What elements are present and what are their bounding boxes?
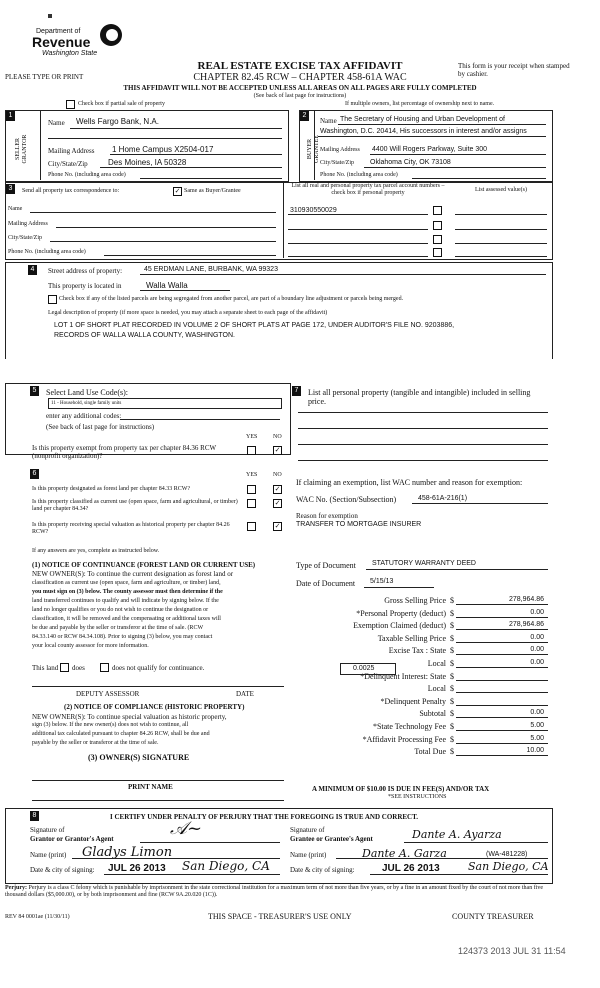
dollar-sign: $ bbox=[450, 672, 454, 681]
notice1-line: NEW OWNER(S): To continue the current designation as forest land or bbox=[32, 570, 234, 578]
exempt-yes-checkbox[interactable] bbox=[247, 446, 256, 455]
assessed-header: List assessed value(s) bbox=[475, 187, 527, 193]
tax-row-label: *State Technology Fee bbox=[372, 722, 446, 731]
perjury-text: Perjury is a class C felony which is punishable by imprisonment in the state correctional institution for a maximum term of not more than five years, or by a fine in an amount fixed by the court of not more than five thousand dollars ($5,000.00), or by both imprisonment and fine (RCW 9A.20.020 (1C)). bbox=[5, 885, 544, 898]
grantor-date-label: Date & city of signing: bbox=[30, 866, 95, 874]
dollar-sign: $ bbox=[450, 646, 454, 655]
tax-row-label: Excise Tax : State bbox=[388, 646, 446, 655]
located-county[interactable]: Walla Walla bbox=[146, 281, 188, 290]
date-label: DATE bbox=[236, 690, 254, 698]
dollar-sign: $ bbox=[450, 634, 454, 643]
located-label: This property is located in bbox=[48, 282, 122, 290]
scan-mark bbox=[48, 14, 52, 18]
same-as-buyer-label: Same as Buyer/Grantee bbox=[184, 188, 241, 194]
land-use-code-value: 11 - Household, single family units bbox=[51, 401, 122, 406]
see-back: (See back of last page for instructions) bbox=[253, 93, 347, 99]
dept-line2: Revenue bbox=[32, 34, 91, 50]
parcel-number[interactable]: 310930550029 bbox=[290, 207, 337, 214]
historic-no-checkbox[interactable]: ✓ bbox=[274, 522, 281, 530]
dollar-sign: $ bbox=[450, 697, 454, 706]
print-name-label: PRINT NAME bbox=[128, 783, 173, 791]
parcel-list-header: List all real and personal property tax parcel account numbers – check box if personal property bbox=[291, 183, 445, 196]
tax-row-label: Total Due bbox=[414, 747, 446, 756]
reason-value[interactable]: TRANSFER TO MORTGAGE INSURER bbox=[296, 521, 422, 528]
wac-label: WAC No. (Section/Subsection) bbox=[296, 495, 397, 504]
street-address[interactable]: 45 ERDMAN LANE, BURBANK, WA 99323 bbox=[144, 266, 278, 273]
buyer-name-line1[interactable]: The Secretary of Housing and Urban Development of bbox=[340, 116, 505, 123]
tax-row-value[interactable]: 0.00 bbox=[530, 609, 544, 616]
receipt-note: This form is your receipt when stamped by cashier. bbox=[458, 62, 570, 78]
grantee-signature[interactable]: Dante A. Ayarza bbox=[412, 828, 502, 841]
partial-sale-label: Check box if partial sale of property bbox=[78, 101, 165, 107]
local-rate: 0.0025 bbox=[353, 665, 375, 672]
tax-row-value[interactable]: 0.00 bbox=[530, 659, 544, 666]
send-correspondence-label: Send all property tax correspondence to: bbox=[22, 188, 120, 194]
dollar-sign: $ bbox=[450, 659, 454, 668]
buyer-side-label: BUYER GRANTEE bbox=[307, 135, 320, 163]
dollar-sign: $ bbox=[450, 596, 454, 605]
street-label: Street address of property: bbox=[48, 267, 123, 275]
tax-row-value[interactable]: 10.00 bbox=[526, 747, 544, 754]
s3-name-label: Name bbox=[8, 206, 23, 212]
s6-no: NO bbox=[273, 472, 282, 478]
list-personal-property: List all personal property (tangible and intangible) included in selling price. bbox=[308, 388, 531, 406]
land-label: This land bbox=[32, 664, 59, 672]
notice1-line: classification as current use (open space, farm and agriculture, or timber) land, bbox=[32, 580, 221, 586]
exempt-question: Is this property exempt from property tax per chapter 84.36 RCW (nonprofit organization)? bbox=[32, 444, 216, 460]
additional-codes-label: enter any additional codes: bbox=[46, 412, 122, 420]
grantee-sig-label1: Signature of bbox=[290, 826, 325, 834]
seller-city[interactable]: Des Moines, IA 50328 bbox=[108, 158, 187, 167]
tax-row-label: Gross Selling Price bbox=[384, 596, 446, 605]
grantor-sig-label1: Signature of bbox=[30, 826, 65, 834]
buyer-name-line2[interactable]: Washington, D.C. 20414, His successors in interest and/or assigns bbox=[320, 128, 527, 135]
current-use-yes-checkbox[interactable] bbox=[247, 499, 256, 508]
please-type: PLEASE TYPE OR PRINT bbox=[5, 73, 84, 81]
tax-row-value[interactable]: 0.00 bbox=[530, 634, 544, 641]
tax-row-value[interactable]: 5.00 bbox=[530, 735, 544, 742]
notice2-line: payable by the seller or transferor at the time of sale. bbox=[32, 740, 159, 746]
land-does-not-label: does not qualify for continuance. bbox=[112, 664, 205, 672]
s5-no: NO bbox=[273, 434, 282, 440]
s3-phone-label: Phone No. (including area code) bbox=[8, 249, 86, 255]
wac-number[interactable]: 458-61A-216(1) bbox=[418, 495, 468, 502]
seller-phone-label: Phone No. (including area code) bbox=[48, 172, 126, 178]
grantor-name-label: Name (print) bbox=[30, 851, 67, 859]
grantee-date[interactable]: JUL 26 2013 bbox=[382, 863, 440, 874]
dollar-sign: $ bbox=[450, 609, 454, 618]
local-rate-box[interactable] bbox=[340, 663, 396, 675]
tax-row-label: *Delinquent Interest: State bbox=[360, 672, 446, 681]
if-yes-note: If any answers are yes, complete as instructed below. bbox=[32, 548, 160, 554]
grantee-date-label: Date & city of signing: bbox=[290, 866, 355, 874]
doc-date[interactable]: 5/15/13 bbox=[370, 578, 394, 585]
s5-see-back: (See back of last page for instructions) bbox=[46, 423, 155, 431]
select-land-use-label: Select Land Use Code(s): bbox=[46, 388, 128, 397]
grantor-name[interactable]: Gladys Limon bbox=[82, 845, 173, 860]
multiple-owners-note: If multiple owners, list percentage of ownership next to name. bbox=[345, 101, 495, 107]
notice1-line: be due and payable by the seller or transferor at the time of sale. (RCW bbox=[32, 625, 204, 631]
tax-row-value[interactable]: 278,964.86 bbox=[508, 596, 544, 603]
segregated-checkbox[interactable] bbox=[48, 295, 57, 304]
exemption-question: If claiming an exemption, list WAC number and reason for exemption: bbox=[296, 478, 523, 487]
notice1-line: classification, it will be removed and the compensating or additional taxes will bbox=[32, 616, 221, 622]
tax-row-value[interactable]: 278,964.86 bbox=[508, 621, 544, 628]
tax-row-label: Exemption Claimed (deduct) bbox=[353, 621, 446, 630]
tax-row-value[interactable]: 0.00 bbox=[530, 709, 544, 716]
notice1-line: you must sign on (3) below. The county assessor must then determine if the bbox=[32, 589, 223, 595]
revenue-logo bbox=[32, 24, 122, 64]
deputy-assessor-label: DEPUTY ASSESSOR bbox=[76, 690, 140, 698]
recording-stamp: 124373 2013 JUL 31 11:54 bbox=[458, 946, 566, 956]
county-treasurer: COUNTY TREASURER bbox=[452, 912, 534, 921]
legal-line2[interactable]: RECORDS OF WALLA WALLA COUNTY, WASHINGTON. bbox=[54, 332, 235, 339]
certify-statement: I CERTIFY UNDER PENALTY OF PERJURY THAT THE FOREGOING IS TRUE AND CORRECT. bbox=[110, 813, 419, 821]
buyer-city[interactable]: Oklahoma City, OK 73108 bbox=[370, 159, 451, 166]
s5-yes: YES bbox=[246, 434, 258, 440]
seller-name-label: Name bbox=[48, 119, 65, 127]
legal-line1[interactable]: LOT 1 OF SHORT PLAT RECORDED IN VOLUME 2 OF SHORT PLATS AT PAGE 172, UNDER AUDITOR'S FILE NO. 9203886, bbox=[54, 322, 455, 329]
grantor-date[interactable]: JUL 26 2013 bbox=[108, 863, 166, 874]
forest-yes-checkbox[interactable] bbox=[247, 485, 256, 494]
historic-yes-checkbox[interactable] bbox=[247, 522, 256, 531]
notice2-line: sign (3) below. If the new owner(s) does not wish to continue, all bbox=[32, 722, 189, 728]
treasurer-space: THIS SPACE - TREASURER'S USE ONLY bbox=[208, 912, 352, 921]
buyer-city-label: City/State/Zip bbox=[320, 160, 354, 166]
forest-no-checkbox[interactable]: ✓ bbox=[274, 485, 281, 493]
dollar-sign: $ bbox=[450, 747, 454, 756]
s6-yes: YES bbox=[246, 472, 258, 478]
form-warning: THIS AFFIDAVIT WILL NOT BE ACCEPTED UNLESS ALL AREAS ON ALL PAGES ARE FULLY COMPLETED bbox=[123, 84, 477, 92]
seller-city-label: City/State/Zip bbox=[48, 160, 88, 168]
land-does-checkbox[interactable] bbox=[60, 663, 69, 672]
land-does-label: does bbox=[72, 664, 85, 672]
doc-type[interactable]: STATUTORY WARRANTY DEED bbox=[372, 560, 476, 567]
segregated-label: Check box if any of the listed parcels are being segregated from another parcel, are part of a boundary line adjustment or parcels being merged. bbox=[59, 296, 404, 302]
notice2-line: additional tax calculated pursuant to chapter 84.26 RCW, shall be due and bbox=[32, 731, 210, 737]
dept-line1: Department of bbox=[36, 28, 81, 35]
notice1-line: your local county assessor for more information. bbox=[32, 643, 149, 649]
minimum-due: A MINIMUM OF $10.00 IS DUE IN FEE(S) AND/OR TAX bbox=[312, 785, 490, 793]
seller-mailing[interactable]: 1 Home Campus X2504-017 bbox=[112, 145, 214, 154]
exempt-no-checkbox[interactable]: ✓ bbox=[274, 446, 281, 454]
notice1-line: land no longer qualifies or you do not wish to continue the designation or bbox=[32, 607, 209, 613]
notice2-title: (2) NOTICE OF COMPLIANCE (HISTORIC PROPERTY) bbox=[64, 703, 245, 711]
parcel-personal-checkbox-3[interactable] bbox=[433, 235, 442, 244]
tax-row-label: Local bbox=[427, 659, 446, 668]
historic-question: Is this property receiving special valuation as historical property per chapter 84.26 RCW? bbox=[32, 522, 230, 535]
grantee-city[interactable]: San Diego, CA bbox=[468, 860, 549, 873]
tax-row-label: *Personal Property (deduct) bbox=[356, 609, 446, 618]
land-does-not-checkbox[interactable] bbox=[100, 663, 109, 672]
tax-row-label: *Affidavit Processing Fee bbox=[362, 735, 446, 744]
buyer-mailing-label: Mailing Address bbox=[320, 147, 360, 153]
tax-row-label: Subtotal bbox=[419, 709, 446, 718]
grantee-name-label: Name (print) bbox=[290, 851, 327, 859]
grantor-city[interactable]: San Diego, CA bbox=[182, 859, 270, 873]
dollar-sign: $ bbox=[450, 621, 454, 630]
seller-mailing-label: Mailing Address bbox=[48, 147, 95, 155]
parcel-personal-checkbox-2[interactable] bbox=[433, 221, 442, 230]
current-use-question: Is this property classified as current use (open space, farm and agricultural, or timber) land per chapter 84.34? bbox=[32, 499, 238, 512]
perjury-bold: Perjury: bbox=[5, 885, 27, 891]
notice1-line: 84.33.140 or RCW 84.34.108). Prior to signing (3) below, you may contact bbox=[32, 634, 213, 640]
perjury-notice bbox=[5, 885, 565, 899]
rev-number: REV 84 0001ae (11/30/11) bbox=[5, 914, 70, 920]
dollar-sign: $ bbox=[450, 684, 454, 693]
current-use-no-checkbox[interactable]: ✓ bbox=[274, 499, 281, 507]
grantee-name[interactable]: Dante A. Garza bbox=[362, 847, 447, 860]
seller-name[interactable]: Wells Fargo Bank, N.A. bbox=[76, 117, 159, 126]
parcel-personal-checkbox-4[interactable] bbox=[433, 248, 442, 257]
tax-row-label: Local bbox=[427, 684, 446, 693]
same-as-buyer-checkbox[interactable]: ✓ bbox=[174, 187, 181, 195]
seller-side-label: SELLER GRANTOR bbox=[15, 134, 28, 164]
doc-type-label: Type of Document bbox=[296, 561, 356, 570]
owner-signature-label: (3) OWNER(S) SIGNATURE bbox=[88, 753, 190, 762]
tax-row-value[interactable]: 0.00 bbox=[530, 646, 544, 653]
s3-city-label: City/State/Zip bbox=[8, 235, 42, 241]
dollar-sign: $ bbox=[450, 722, 454, 731]
buyer-phone-label: Phone No. (including area code) bbox=[320, 172, 398, 178]
tax-row-label: Taxable Selling Price bbox=[377, 634, 446, 643]
see-instructions: *SEE INSTRUCTIONS bbox=[388, 794, 447, 800]
grantee-sig-label2: Grantee or Grantee's Agent bbox=[290, 835, 373, 843]
dollar-sign: $ bbox=[450, 709, 454, 718]
tax-row-label: *Delinquent Penalty bbox=[380, 697, 446, 706]
land-use-code-select[interactable] bbox=[48, 398, 282, 409]
buyer-name-label: Name bbox=[320, 117, 337, 125]
buyer-mailing[interactable]: 4400 Will Rogers Parkway, Suite 300 bbox=[372, 146, 488, 153]
tax-row-value[interactable]: 5.00 bbox=[530, 722, 544, 729]
grantee-wa-number: (WA-481228) bbox=[486, 851, 528, 858]
s3-mailing-label: Mailing Address bbox=[8, 221, 48, 227]
legal-label: Legal description of property (if more space is needed, you may attach a separate sheet to each page of the affidavit) bbox=[48, 310, 328, 316]
parcel-personal-checkbox-1[interactable] bbox=[433, 206, 442, 215]
dollar-sign: $ bbox=[450, 735, 454, 744]
reason-label: Reason for exemption bbox=[296, 512, 358, 520]
notice2-line: NEW OWNER(S): To continue special valuation as historic property, bbox=[32, 713, 227, 721]
notice1-title: (1) NOTICE OF CONTINUANCE (FOREST LAND OR CURRENT USE) bbox=[32, 561, 256, 569]
form-chapter: CHAPTER 82.45 RCW – CHAPTER 458-61A WAC bbox=[193, 72, 407, 83]
partial-sale-checkbox[interactable] bbox=[66, 100, 75, 109]
grantor-signature[interactable]: 𝒜~ bbox=[170, 818, 203, 839]
grantor-sig-label2: Grantor or Grantor's Agent bbox=[30, 835, 114, 843]
forest-land-question: Is this property designated as forest land per chapter 84.33 RCW? bbox=[32, 486, 191, 492]
notice1-line: land transferred continues to qualify and will indicate by signing below. If the bbox=[32, 598, 219, 604]
form-title: REAL ESTATE EXCISE TAX AFFIDAVIT bbox=[197, 60, 403, 72]
doc-date-label: Date of Document bbox=[296, 579, 356, 588]
dept-line3: Washington State bbox=[42, 50, 98, 57]
